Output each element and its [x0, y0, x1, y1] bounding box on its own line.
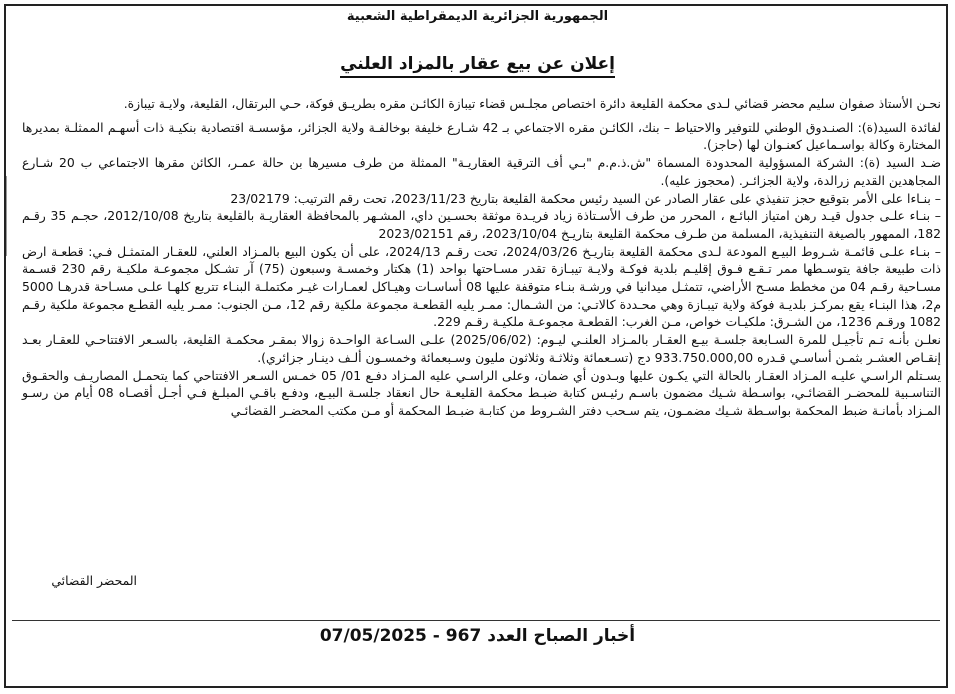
bailiff-signature: المحضر القضائي: [51, 573, 137, 588]
announcement-body: [22, 95, 941, 420]
lien-paragraph: – بنـاء علـى جدول قيـد رهن امتياز البائـع ، المحرر من طرف الأسـتاذة زياد فريـدة موثقة بحسـين داي، المشـهر بالمحافظة العقاريـة بالقليعة بتاريخ 2012/10/08، حجـم 35 رقـم 182، الممهور بالصيغة التنفيذية، المسلمة من طـرف محكمة القليعة بتاريـخ 2023/10/04، رقم 2023/02151: [22, 208, 941, 241]
announcement-title: [0, 54, 955, 74]
footer-divider: [12, 620, 940, 621]
debtor-paragraph: ضـد السيد (ة): الشركة المسؤولية المحدودة المسماة "ش.ذ.م.م "بـي أف الترقية العقاريـة" الممثلة من طرف مسيرها بن حالة عمـر، الكائن مقرها الاجتماعي ب 20 شـارع المجاهدين القديم زرالدة، ولاية الجزائـر. (محجوز عليه).: [22, 155, 941, 188]
property-description-paragraph: – بنـاء علـى قائمـة شـروط البيـع المودعة لـدى محكمة القليعة بتاريـخ 2024/03/26، تحت رقـم 2024/13، على أن يكون البيع بالمـزاد العلني، للعقـار المتمثـل فـي: قطعـة ارض ذات طبيعة جافة يتوسـطها ممر تـقـع فـوق إقليـم بلدية فوكـة ولايـة تيبـازة تقدر مسـاحتها بواحد (1) هكتار وخمسـة وسبعون (75) آر تشـكل مجموعـة ملكيـة رقم 230 قسـمة مسـاحية رقـم 04 من مخطط مسـح الأراضي، تتمثـل ميدانيا في ورشـة بنـاء متوقفة عليها 08 أساسـات وهيـاكل لعمـارات غيـر مكتملـة البنـاء تتربع كلهـا علـى مسـاحة قدرهـا 5000 م2، هذا البنـاء يقع بمركـز بلديـة فوكة ولاية تيبـازة وهي محـددة كالاتـي: من الشـمال: ممـر يليه القطعـة مجموعة ملكية رقم 12، مـن الجنوب: ممـر يليه القطـع مجموعة ملكية رقـم 1082 ورقـم 1236، من الشـرق: ملكيـات خواص، مـن الغرب: القطعـة مجموعـة ملكيـة رقـم 229.: [22, 243, 942, 330]
auction-date-paragraph: نعلـن بأنـه تـم تأجيـل للمرة السـابعة جلسـة بيـع العقـار بالمـزاد العلنـي ليـوم: (2025/06/02) علـى السـاعة الواحـدة زوالا بمقـر محكمـة القليعة، بالسـعر الافتتاحـي للعقـار بعـد إنقـاص العشـر بثمـن أساسـي قـدره 933.750.000,00 دج (تسـعمائة وثلاثـة وثلاثون مليون وسـبعمائة وخمسـون ألـف دينـار جزائري).: [22, 332, 941, 365]
bailiff-paragraph: نحـن الأستاذ صفوان سليم محضر قضائي لـدى محكمة القليعة دائرة اختصاص مجلـس قضاء تيبازة الكائـن مقره بطريـق فوكة، حـي البرتقال، القليعة، ولايـة تيبازة.: [123, 96, 941, 111]
margin-mark: [0, 176, 7, 256]
announcement-title-text: إعلان عن بيع عقار بالمزاد العلني: [340, 54, 615, 78]
creditor-paragraph: لفائدة السيد(ة): الصنـدوق الوطني للتوفير والاحتياط – بنك، الكائـن مقره الاجتماعي بـ 42 شـارع خليفة بوخالفـة ولاية الجزائر، مؤسسـة اقتصادية بنكيـة ذات أسهـم الممثلـة بمديرها المختارة وكالة بواسـماعيل كعنـوان لها (حاجز).: [22, 119, 941, 153]
payment-terms-paragraph: يسـتلم الراسـي عليـه المـزاد العقـار بالحالة التي يكـون عليها وبـدون أي ضمان، وعلى الراسـي عليه المـزاد دفـع 01/ 05 خمـس السـعر الافتتاحي كما يتحمـل المصاريـف والحقـوق التناسـبية للمحضـر القضائـي، بواسـطة شـيك مضمون باسـم رئيـس كتابة ضبـط محكمة القليعـة حال انعقاد جلسـة البيـع، ودفـع باقـي المبلـغ فـي أجـل أقصـاه 08 أيام من رسـو المـزاد بأمانـة ضبط المحكمة بواسـطة شـيك مضمـون، يتم سـحب دفتر الشـروط من كتابـة ضبـط المحكمة أو مـن مكتب المحضـر القضائـي: [22, 367, 941, 418]
newspaper-footer: أخبار الصباح العدد 967 - 07/05/2025: [319, 626, 636, 646]
seizure-order-paragraph: – بنـاءا على الأمر بتوقيع حجز تنفيذي على عقار الصادر عن السيد رئيس محكمة القليعة بتاريخ 2023/11/23، تحت رقم الترتيب: 23/02179: [230, 190, 941, 206]
republic-header: الجمهورية الجزائرية الديمقراطية الشعبية: [346, 9, 609, 24]
